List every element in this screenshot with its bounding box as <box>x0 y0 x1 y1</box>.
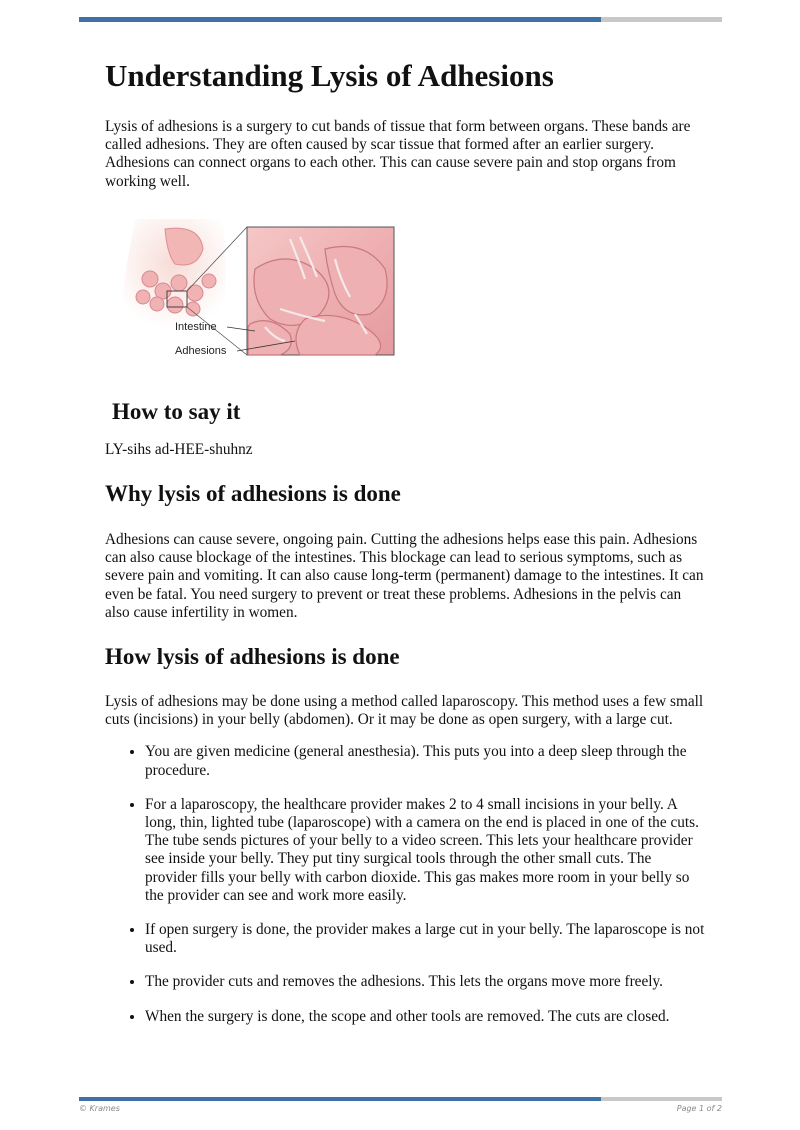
procedure-steps-list <box>105 743 705 1025</box>
list-item: • For a laparoscopy, the healthcare provider makes 2 to 4 small incisions in your belly. A long, thin, lighted tube (laparoscope) with a camera on the end is placed in one of the cuts. The tube sends pictures of your belly to a video screen. This lets your healthcare provider see inside your belly. They put tiny surgical tools through the other small cuts. The provider fills your belly with carbon dioxide. This gas makes more room in your belly so the provider can see and work more easily. <box>145 796 705 905</box>
list-item: • The provider cuts and removes the adhesions. This lets the organs move more freely. <box>145 973 705 991</box>
why-heading: Why lysis of adhesions is done <box>105 481 401 507</box>
list-item: • When the surgery is done, the scope and other tools are removed. The cuts are closed. <box>145 1008 705 1026</box>
pronunciation-text: LY-sihs ad-HEE-shuhnz <box>105 440 253 458</box>
footer-page-number: Page 1 of 2 <box>676 1104 722 1113</box>
list-item: • If open surgery is done, the provider makes a large cut in your belly. The laparoscope is not used. <box>145 921 705 957</box>
label-adhesions: Adhesions <box>175 344 227 357</box>
page-title: Understanding Lysis of Adhesions <box>105 58 554 93</box>
top-progress-bar <box>79 17 722 22</box>
how-paragraph: Lysis of adhesions may be done using a method called laparoscopy. This method uses a few small cuts (incisions) in your belly (abdomen). Or it may be done as open surgery, with a large cut. <box>105 693 704 729</box>
how-to-say-heading: How to say it <box>112 398 241 424</box>
label-intestine: Intestine <box>175 320 217 333</box>
document-body <box>105 56 705 1042</box>
intro-paragraph: Lysis of adhesions is a surgery to cut bands of tissue that form between organs. These bands are called adhesions. They are often caused by scar tissue that formed after an earlier surgery. Adhesions can connect organs to each other. This can cause severe pain and stop organs from working well. <box>105 118 691 190</box>
bottom-progress-bar <box>79 1097 722 1101</box>
why-paragraph: Adhesions can cause severe, ongoing pain. Cutting the adhesions helps ease this pain. Adhesions can also cause blockage of the intestines. This blockage can lead to serious symptoms, such as severe pain and vomiting. It can also cause long-term (permanent) damage to the intestines. It can even be fatal. You need surgery to prevent or treat these problems. Adhesions in the pelvis can also cause infertility in women. <box>105 531 704 621</box>
footer-copyright: © Krames <box>79 1104 120 1113</box>
bottom-progress-fill <box>79 1097 601 1101</box>
adhesions-illustration <box>105 209 405 369</box>
top-progress-fill <box>79 17 601 22</box>
how-heading: How lysis of adhesions is done <box>105 644 400 670</box>
list-item: • You are given medicine (general anesthesia). This puts you into a deep sleep through the procedure. <box>145 743 705 779</box>
adhesions-illustration-svg <box>105 209 405 369</box>
